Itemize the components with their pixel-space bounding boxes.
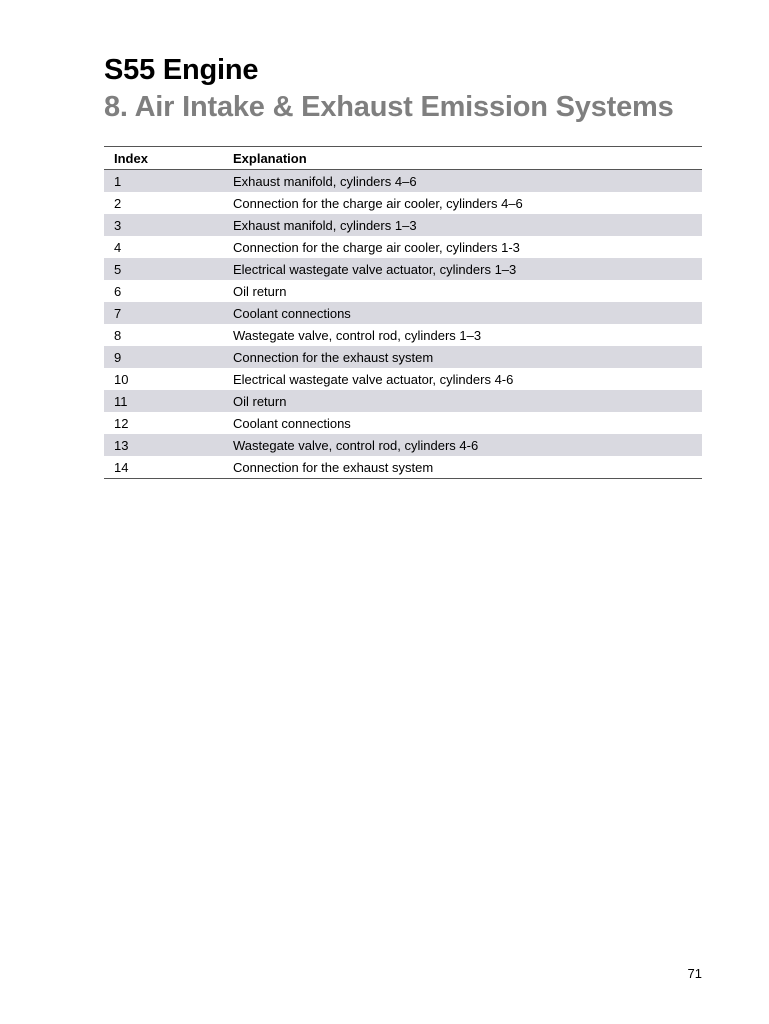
row-index: 14 <box>114 459 129 475</box>
table-row <box>104 192 702 214</box>
page-number: 71 <box>687 966 702 981</box>
row-index: 8 <box>114 327 122 343</box>
table-row <box>104 170 702 193</box>
row-index: 5 <box>104 258 233 280</box>
table-row <box>104 214 702 236</box>
row-index: 12 <box>114 415 129 431</box>
row-index: 3 <box>104 214 233 236</box>
row-explanation: Exhaust manifold, cylinders 4–6 <box>233 170 702 193</box>
row-index: 1 <box>104 170 233 193</box>
index-table <box>104 146 702 479</box>
row-explanation: Electrical wastegate valve actuator, cylinders 4-6 <box>233 371 514 387</box>
row-explanation: Connection for the charge air cooler, cylinders 4–6 <box>233 195 523 211</box>
column-header-index: Index <box>104 147 233 170</box>
row-index: 6 <box>114 283 122 299</box>
table-row <box>104 324 702 346</box>
row-explanation: Connection for the exhaust system <box>233 459 434 475</box>
row-index: 4 <box>114 239 122 255</box>
table-row <box>104 302 702 324</box>
row-explanation: Wastegate valve, control rod, cylinders 4-6 <box>233 434 702 456</box>
row-index: 10 <box>114 371 129 387</box>
page-subtitle: 8. Air Intake & Exhaust Emission Systems <box>104 91 674 123</box>
table-row <box>104 368 702 390</box>
page-title: S55 Engine <box>104 54 259 86</box>
row-explanation: Coolant connections <box>233 302 702 324</box>
table-row <box>104 258 702 280</box>
table-row <box>104 390 702 412</box>
row-index: 13 <box>104 434 233 456</box>
row-index: 7 <box>104 302 233 324</box>
table-row <box>104 456 702 479</box>
table-row <box>104 412 702 434</box>
row-index: 2 <box>114 195 122 211</box>
table-header-row <box>104 147 702 170</box>
table-row <box>104 236 702 258</box>
row-explanation: Exhaust manifold, cylinders 1–3 <box>233 214 702 236</box>
column-header-explanation: Explanation <box>233 147 702 170</box>
row-explanation: Wastegate valve, control rod, cylinders 1–3 <box>233 327 482 343</box>
row-index: 9 <box>104 346 233 368</box>
row-explanation: Connection for the charge air cooler, cylinders 1-3 <box>233 239 520 255</box>
row-index: 11 <box>104 390 233 412</box>
table-row <box>104 280 702 302</box>
row-explanation: Coolant connections <box>233 415 351 431</box>
row-explanation: Oil return <box>233 283 287 299</box>
row-explanation: Electrical wastegate valve actuator, cylinders 1–3 <box>233 258 702 280</box>
row-explanation: Connection for the exhaust system <box>233 346 702 368</box>
table-row <box>104 434 702 456</box>
table-row <box>104 346 702 368</box>
row-explanation: Oil return <box>233 390 702 412</box>
